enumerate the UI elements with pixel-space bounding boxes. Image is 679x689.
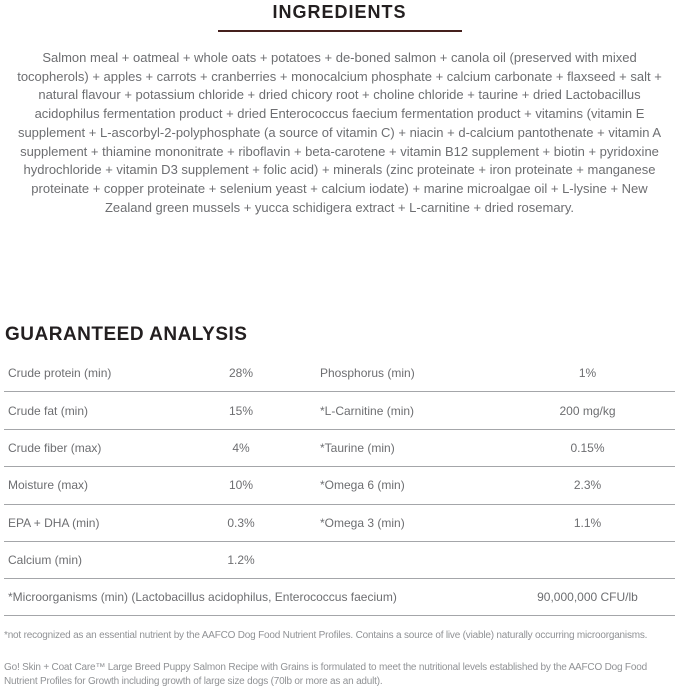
nutrient-value: 2.3%: [573, 478, 602, 493]
nutrient-label: Moisture (max): [8, 478, 89, 493]
nutrient-value: 4%: [232, 440, 250, 455]
nutrient-value: 1%: [578, 366, 597, 381]
nutrient-label: *Omega 6 (min): [320, 478, 405, 493]
footnote-formulation-statement: Go! Skin + Coat Care™ Large Breed Puppy Salmon Recipe with Grains is formulated to meet the nutritional levels established by the AAFCO Dog Food Nutrient Profiles for Growth including growth of large size dogs (70lb or more as an adult).: [4, 662, 647, 687]
nutrient-value: 0.3%: [227, 515, 255, 530]
nutrient-label: EPA + DHA (min): [8, 515, 100, 530]
nutrient-label: *Microorganisms (min) (Lactobacillus acidophilus, Enterococcus faecium): [8, 590, 397, 605]
nutrient-value: 1.1%: [573, 515, 602, 530]
nutrient-label: *L-Carnitine (min): [320, 403, 415, 418]
guaranteed-analysis-table: [4, 355, 675, 616]
nutrient-value: 1.2%: [227, 553, 255, 568]
table-row: [4, 505, 675, 542]
nutrient-value: 200 mg/kg: [559, 403, 616, 418]
nutrient-label: Crude fiber (max): [8, 440, 102, 455]
table-row: [4, 392, 675, 429]
guaranteed-analysis-heading: GUARANTEED ANALYSIS: [5, 324, 248, 345]
table-row-microorganisms: [4, 579, 675, 616]
nutrient-value: 28%: [228, 366, 254, 381]
nutrient-label: Phosphorus (min): [320, 366, 415, 381]
table-row: [4, 430, 675, 467]
table-row: [4, 467, 675, 504]
ingredients-divider-rule: [218, 30, 462, 32]
nutrient-value: 90,000,000 CFU/lb: [537, 590, 638, 605]
nutrient-label: Calcium (min): [8, 553, 83, 568]
nutrient-label: Crude protein (min): [8, 366, 112, 381]
nutrient-label: *Taurine (min): [320, 440, 395, 455]
table-row: [4, 542, 675, 579]
nutrient-label: Crude fat (min): [8, 403, 89, 418]
nutrient-value: 0.15%: [570, 440, 605, 455]
footnote-aafco-nutrient: *not recognized as an essential nutrient by the AAFCO Dog Food Nutrient Profiles. Contains a source of live (viable) naturally occurring microorganisms.: [4, 630, 648, 641]
nutrient-value: 10%: [228, 478, 254, 493]
nutrient-value: 15%: [228, 403, 254, 418]
ingredients-paragraph: Salmon meal + oatmeal + whole oats + potatoes + de-boned salmon + canola oil (preserved with mixed tocopherols) + apples + carrots + cranberries + monocalcium phosphate + calcium carbonate + flaxseed + salt + natural flavour + potassium chloride + dried chicory root + choline chloride + taurine + dried Lactobacillus acidophilus fermentation product + dried Enterococcus faecium fermentation product + vitamins (vitamin E supplement + L-ascorbyl-2-polyphosphate (a source of vitamin C) + niacin + d-calcium pantothenate + vitamin A supplement + thiamine mononitrate + riboflavin + beta-carotene + vitamin B12 supplement + biotin + pyridoxine hydrochloride + vitamin D3 supplement + folic acid) + minerals (zinc proteinate + iron proteinate + manganese proteinate + copper proteinate + selenium yeast + calcium iodate) + marine microalgae oil + L-lysine + New Zealand green mussels + yucca schidigera extract + L-carnitine + dried rosemary.: [17, 50, 662, 215]
nutrient-label: *Omega 3 (min): [320, 515, 405, 530]
ingredients-heading: INGREDIENTS: [272, 2, 407, 22]
table-row: [4, 355, 675, 392]
